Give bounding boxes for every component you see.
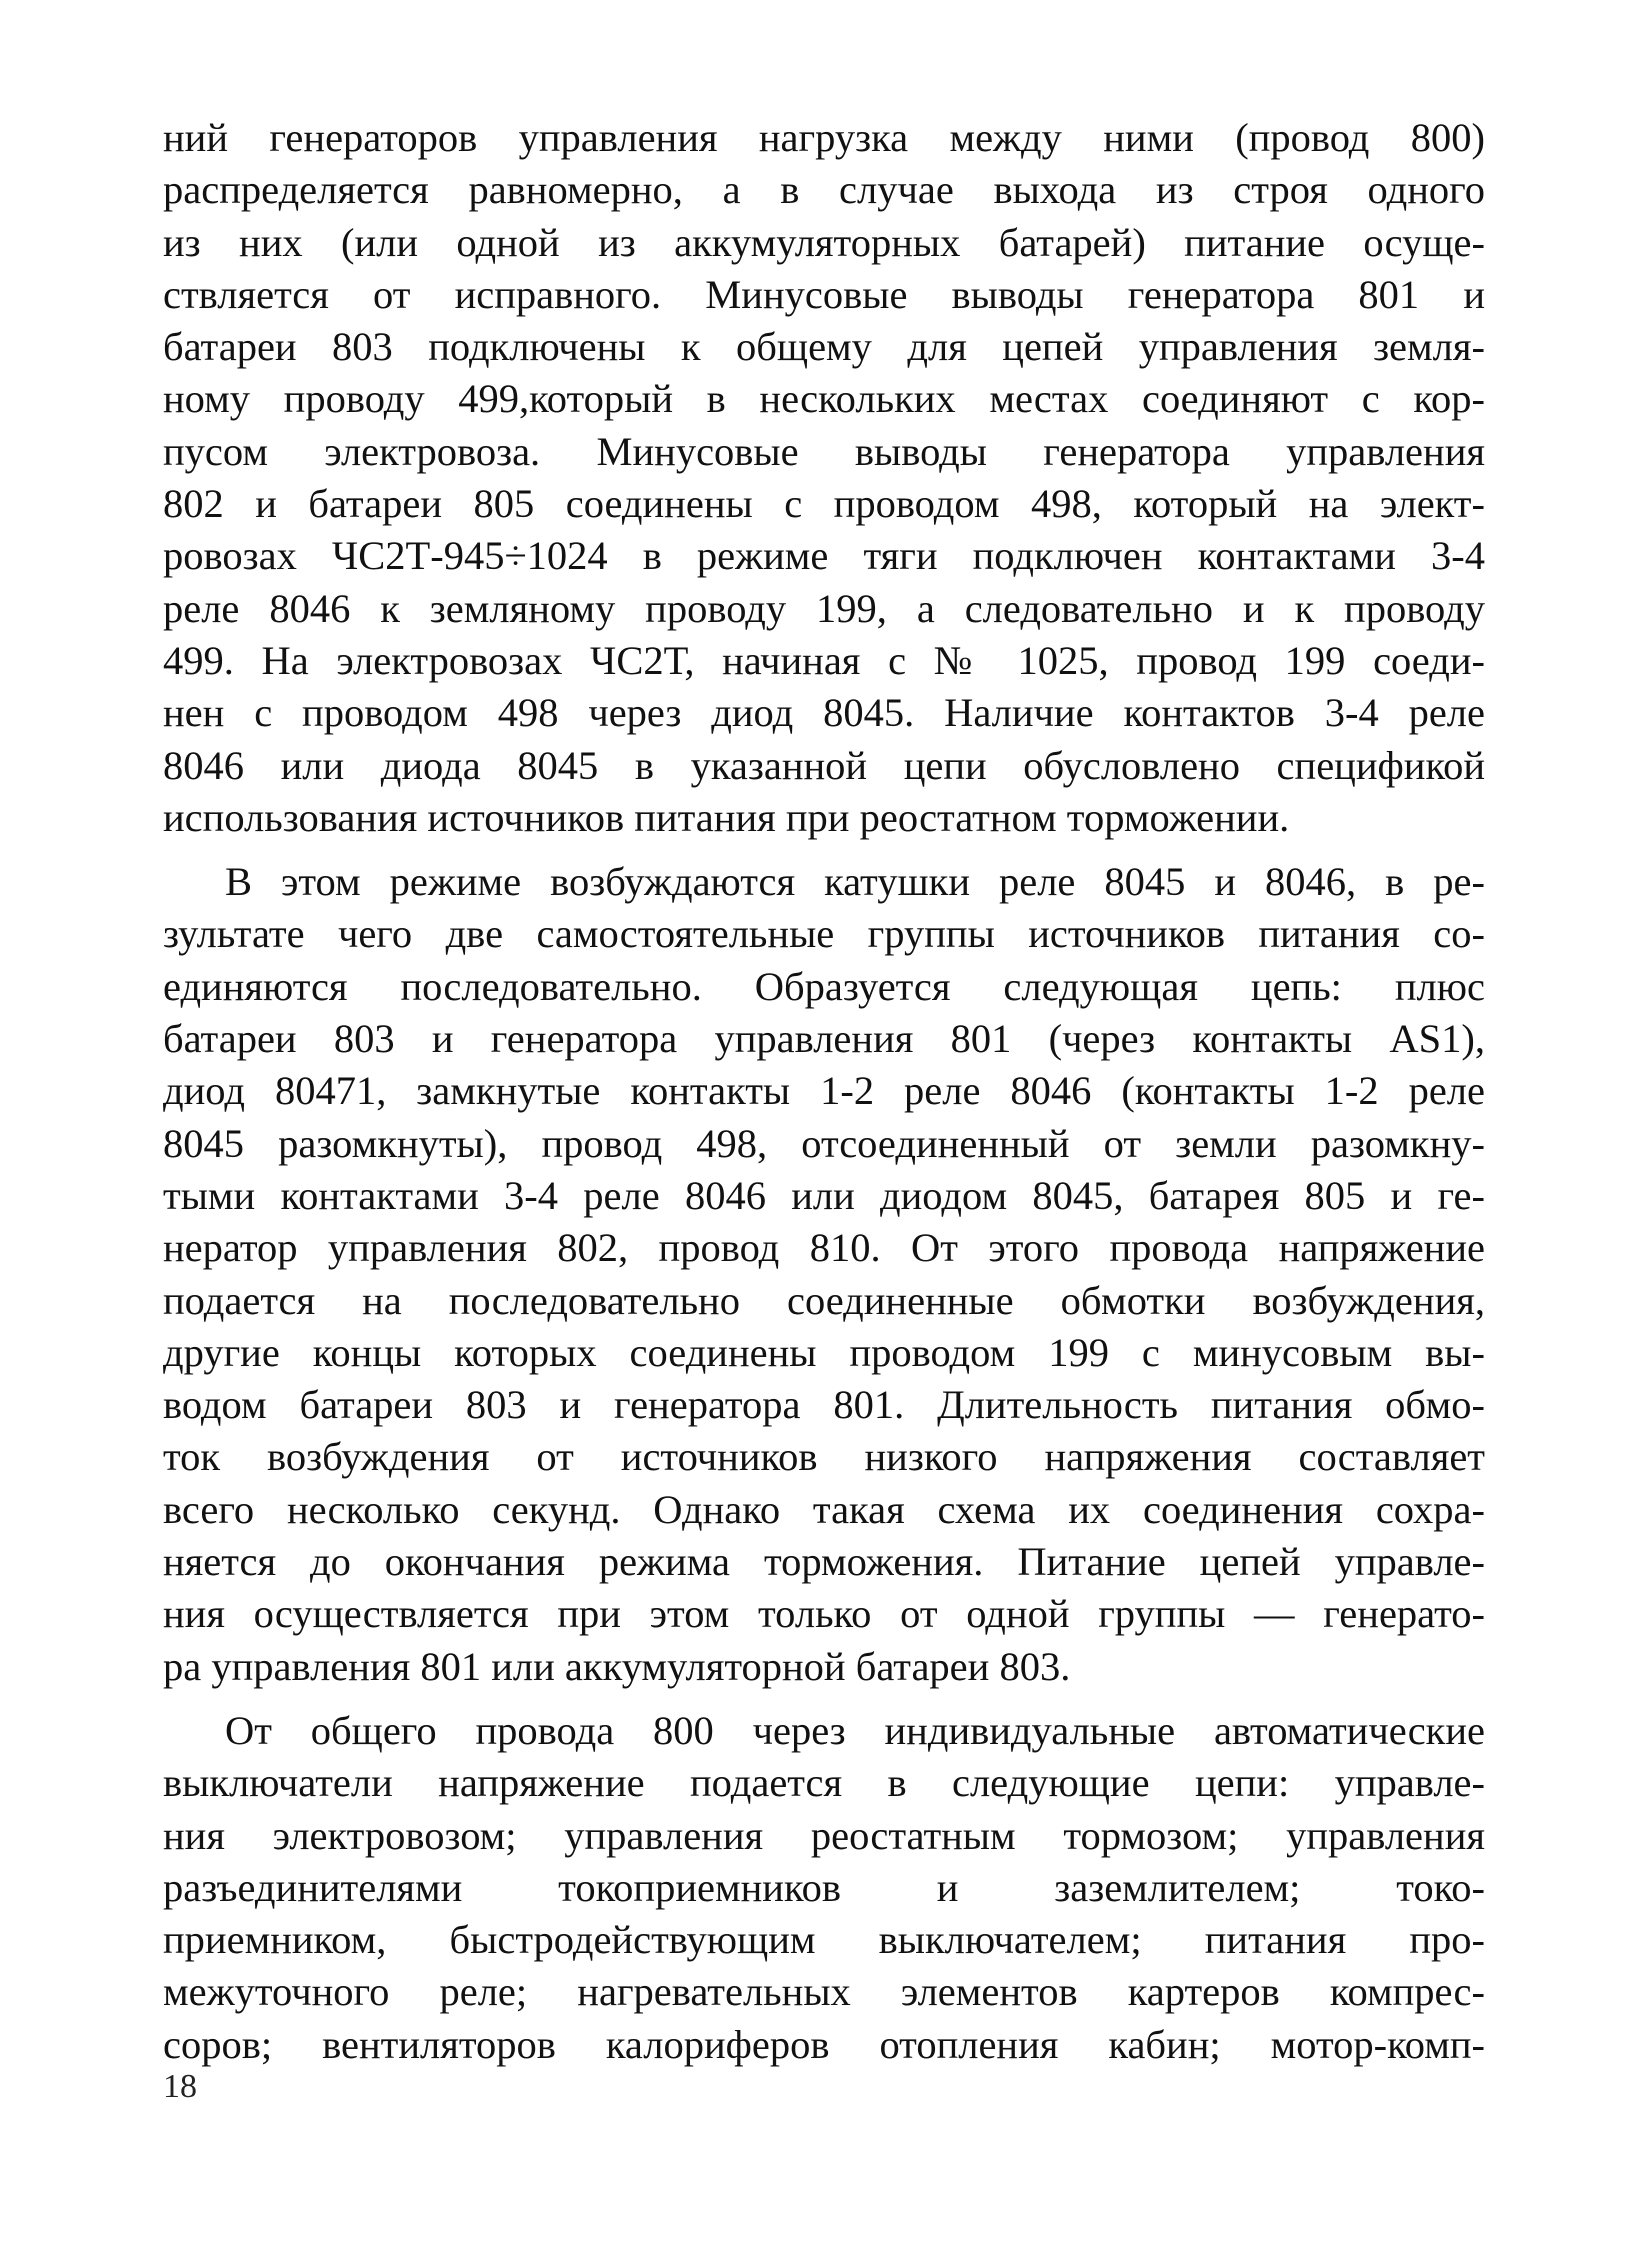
text-line: зультате чего две самостоятельные группы источников питания со- bbox=[163, 911, 1485, 957]
text-line: 8045 разомкнуты), провод 498, отсоединенный от земли разомкну- bbox=[163, 1120, 1485, 1166]
text-line: подается на последовательно соединенные обмотки возбуждения, bbox=[163, 1277, 1485, 1323]
text-line: соров; вентиляторов калориферов отопления кабин; мотор-комп- bbox=[163, 2021, 1485, 2067]
page-number: 18 bbox=[163, 2068, 197, 2105]
paragraph-3 bbox=[163, 1705, 1485, 2071]
text-line: всего несколько секунд. Однако такая схема их соединения сохра- bbox=[163, 1486, 1485, 1532]
text-line: В этом режиме возбуждаются катушки реле 8045 и 8046, в ре- bbox=[225, 859, 1485, 905]
page-body bbox=[163, 112, 1485, 2071]
text-line: реле 8046 к земляному проводу 199, а следовательно и к проводу bbox=[163, 585, 1485, 631]
text-line: ному проводу 499,который в нескольких местах соединяют с кор- bbox=[163, 376, 1485, 422]
text-line: распределяется равномерно, а в случае выхода из строя одного bbox=[163, 167, 1485, 213]
text-line: 8046 или диода 8045 в указанной цепи обусловлено спецификой bbox=[163, 742, 1485, 788]
text-line: диод 80471, замкнутые контакты 1-2 реле 8046 (контакты 1-2 реле bbox=[163, 1068, 1485, 1114]
text-line: ствляется от исправного. Минусовые выводы генератора 801 и bbox=[163, 271, 1485, 317]
text-line: межуточного реле; нагревательных элементов картеров компрес- bbox=[163, 1969, 1485, 2015]
text-line: приемником, быстродействующим выключателем; питания про- bbox=[163, 1917, 1485, 1963]
text-line: тыми контактами 3-4 реле 8046 или диодом 8045, батарея 805 и ге- bbox=[163, 1172, 1485, 1218]
text-line: няется до окончания режима торможения. Питание цепей управле- bbox=[163, 1539, 1485, 1585]
text-line: батареи 803 и генератора управления 801 (через контакты AS1), bbox=[163, 1016, 1485, 1062]
text-line: батареи 803 подключены к общему для цепей управления земля- bbox=[163, 324, 1485, 370]
text-line: использования источников питания при реостатном торможении. bbox=[163, 794, 1290, 840]
text-line: 499. На электровозах ЧС2Т, начиная с № 1025, провод 199 соеди- bbox=[163, 637, 1485, 683]
text-line: ний генераторов управления нагрузка между ними (провод 800) bbox=[163, 115, 1485, 160]
paragraph-1 bbox=[163, 112, 1485, 844]
text-line: из них (или одной из аккумуляторных батарей) питание осуще- bbox=[163, 219, 1485, 265]
text-line: нератор управления 802, провод 810. От этого провода напряжение bbox=[163, 1225, 1485, 1271]
text-line: разъединителями токоприемников и заземлителем; токо- bbox=[163, 1864, 1485, 1910]
text-line: выключатели напряжение подается в следующие цепи: управле- bbox=[163, 1760, 1485, 1806]
text-line: ровозах ЧС2Т-945÷1024 в режиме тяги подключен контактами 3-4 bbox=[163, 533, 1485, 579]
paragraph-gap bbox=[163, 844, 1485, 856]
text-line: ния электровозом; управления реостатным тормозом; управления bbox=[163, 1812, 1485, 1858]
text-line: водом батареи 803 и генератора 801. Длительность питания обмо- bbox=[163, 1382, 1485, 1428]
text-line: пусом электровоза. Минусовые выводы генератора управления bbox=[163, 428, 1485, 474]
text-line: единяются последовательно. Образуется следующая цепь: плюс bbox=[163, 963, 1485, 1009]
text-line: От общего провода 800 через индивидуальные автоматические bbox=[225, 1707, 1485, 1753]
text-line: 802 и батареи 805 соединены с проводом 498, который на элект- bbox=[163, 481, 1485, 527]
text-line: ния осуществляется при этом только от одной группы — генерато- bbox=[163, 1591, 1485, 1637]
paragraph-gap bbox=[163, 1693, 1485, 1705]
text-line: нен с проводом 498 через диод 8045. Наличие контактов 3-4 реле bbox=[163, 690, 1485, 736]
text-line: другие концы которых соединены проводом 199 с минусовым вы- bbox=[163, 1329, 1485, 1375]
text-line: ра управления 801 или аккумуляторной батареи 803. bbox=[163, 1643, 1071, 1689]
paragraph-2 bbox=[163, 856, 1485, 1693]
text-line: ток возбуждения от источников низкого напряжения составляет bbox=[163, 1434, 1485, 1480]
